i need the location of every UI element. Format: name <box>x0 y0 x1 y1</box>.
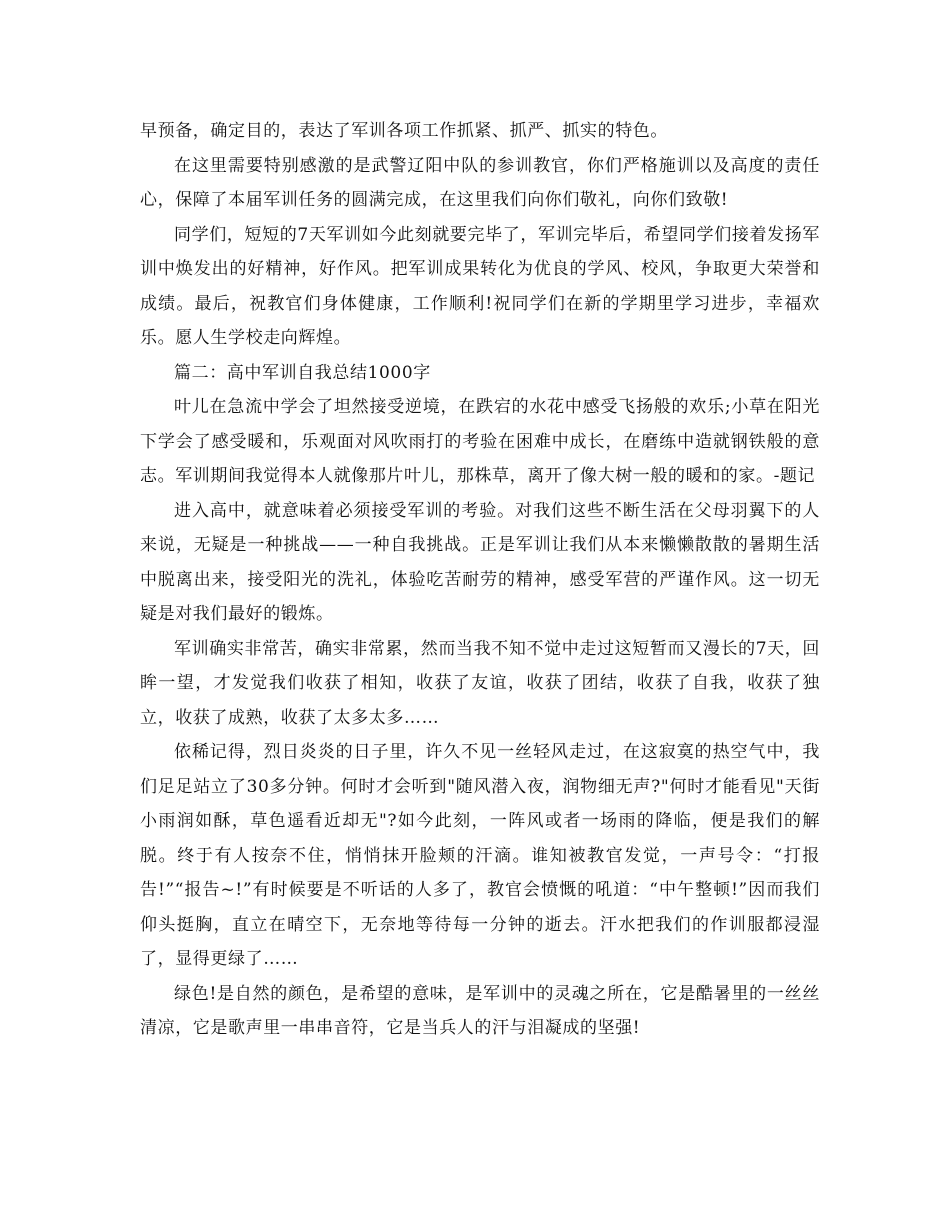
paragraph-harvest: 军训确实非常苦，确实非常累，然而当我不知不觉中走过这短暂而又漫长的7天，回眸一望，才发觉我们收获了相知，收获了友谊，收获了团结，收获了自我，收获了独立，收获了成熟，收获了太多太多…… <box>140 638 820 728</box>
paragraph-memory: 依稀记得，烈日炎炎的日子里，许久不见一丝轻风走过，在这寂寞的热空气中，我们足足站立了30多分钟。何时才会听到"随风潜入夜，润物细无声?"何时才能看见"天街小雨润如酥，草色遥看近却无"?如今此刻，一阵风或者一场雨的降临，便是我们的解脱。终于有人按奈不住，悄悄抹开脸颊的汗滴。谁知被教官发觉，一声号令：“打报告!”“报告~!”有时候要是不听话的人多了，教官会愤慨的吼道：“中午整顿!”因而我们仰头挺胸，直立在晴空下，无奈地等待每一分钟的逝去。汗水把我们的作训服都浸湿了，显得更绿了…… <box>140 742 820 969</box>
paragraph-continuation: 早预备，确定目的，表达了军训各项工作抓紧、抓严、抓实的特色。 <box>140 121 668 141</box>
paragraph-thanks-instructors: 在这里需要特别感激的是武警辽阳中队的参训教官，你们严格施训以及高度的责任心，保障了本届军训任务的圆满完成，在这里我们向你们敬礼，向你们致敬! <box>140 155 820 210</box>
paragraph-green: 绿色!是自然的颜色，是希望的意味，是军训中的灵魂之所在，它是酷暑里的一丝丝清凉，它是歌声里一串串音符，它是当兵人的汗与泪凝成的坚强! <box>140 983 820 1038</box>
paragraph-epigraph: 叶儿在急流中学会了坦然接受逆境，在跌宕的水花中感受飞扬般的欢乐;小草在阳光下学会了感受暖和，乐观面对风吹雨打的考验在困难中成长，在磨练中造就钢铁般的意志。军训期间我觉得本人就像那片叶儿，那株草，离开了像大树一般的暖和的家。-题记 <box>140 397 820 486</box>
paragraph-closing-wishes: 同学们，短短的7天军训如今此刻就要完毕了，军训完毕后，希望同学们接着发扬军训中焕发出的好精神，好作风。把军训成果转化为优良的学风、校风，争取更大荣誉和成绩。最后，祝教官们身体健康，工作顺利!祝同学们在新的学期里学习进步，幸福欢乐。愿人生学校走向辉煌。 <box>140 224 820 348</box>
section-heading: 篇二：高中军训自我总结1000字 <box>174 362 431 383</box>
document-body <box>140 114 820 1046</box>
paragraph-entering-high-school: 进入高中，就意味着必须接受军训的考验。对我们这些不断生活在父母羽翼下的人来说，无疑是一种挑战——一种自我挑战。正是军训让我们从本来懒懒散散的暑期生活中脱离出来，接受阳光的洗礼，体验吃苦耐劳的精神，感受军营的严谨作风。这一切无疑是对我们最好的锻炼。 <box>140 500 820 624</box>
